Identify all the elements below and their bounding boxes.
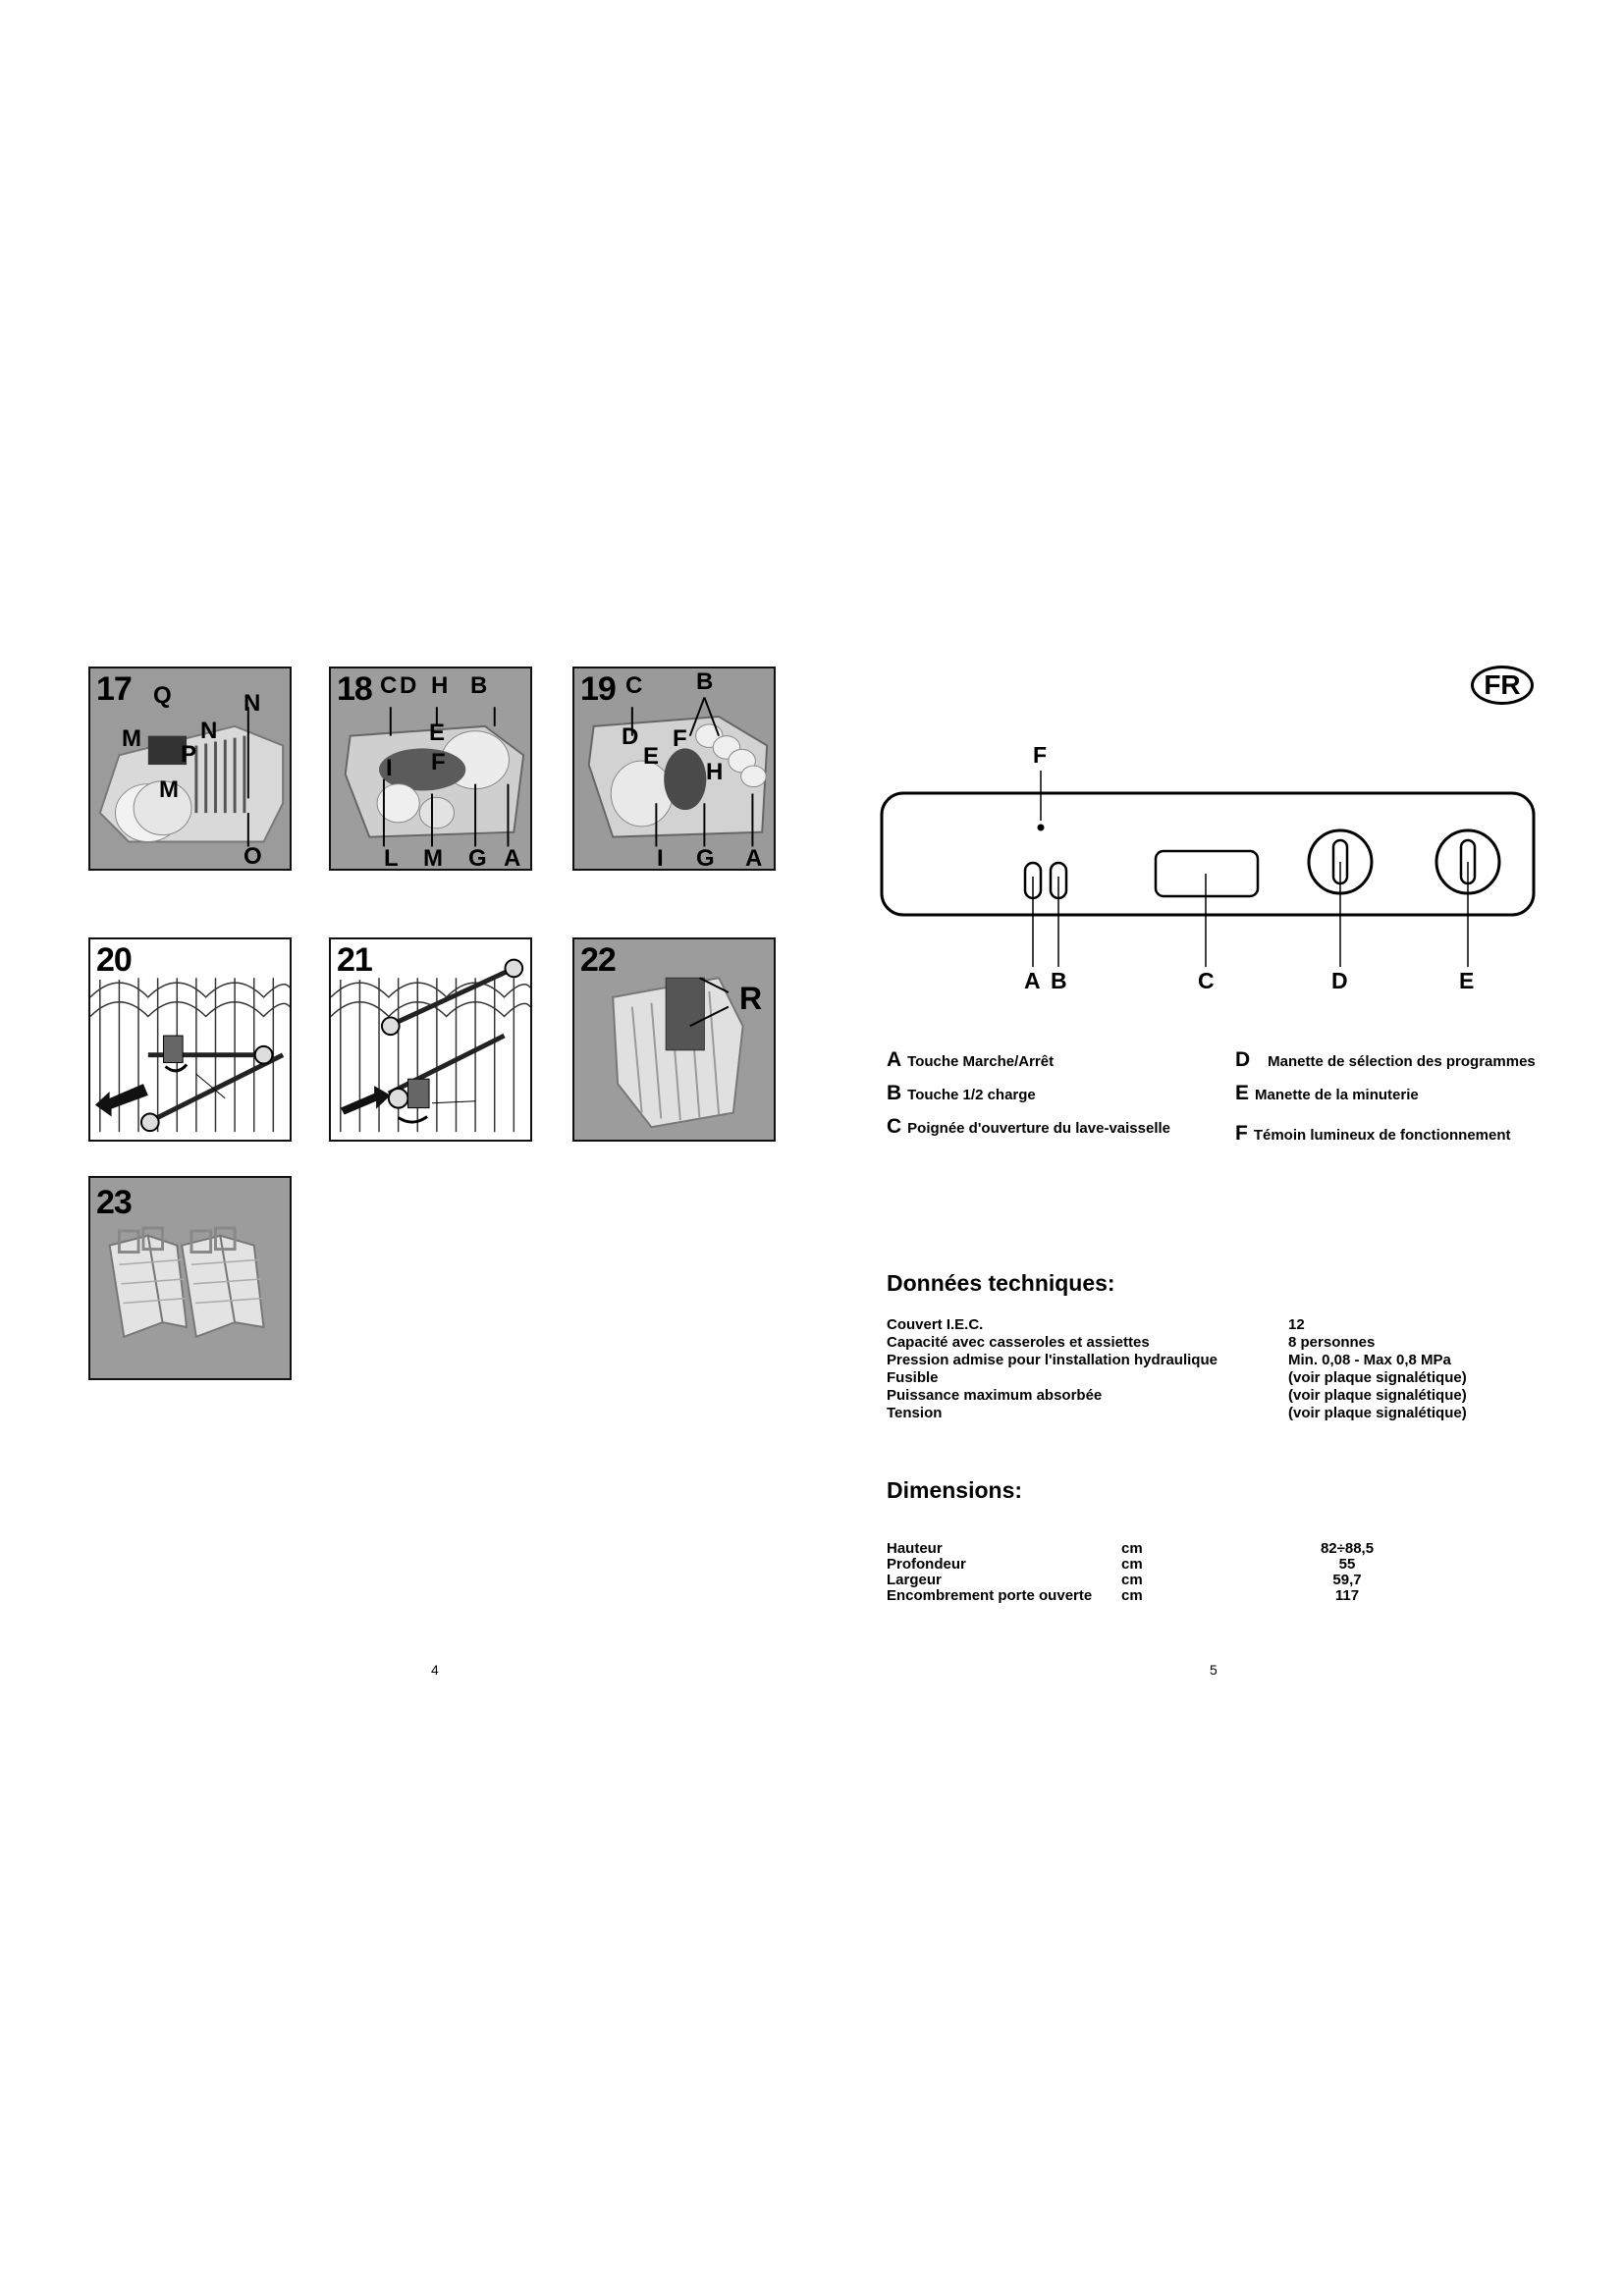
legend-item-c [887,1115,1170,1139]
figure-label: F [431,749,446,775]
legend-text: Manette de sélection des programmes [1268,1053,1536,1070]
dim-label: Encombrement porte ouverte [887,1587,1093,1604]
dim-value: 117 [1334,1587,1360,1604]
figure-17 [88,667,292,871]
panel-label-d: D [1331,968,1348,993]
control-panel-drawing [879,736,1546,991]
figure-label: D [622,723,639,750]
country-badge: FR [1471,666,1534,705]
tech-value: (voir plaque signalétique) [1288,1387,1467,1404]
tech-value: 12 [1288,1316,1305,1333]
figure-label: B [470,672,488,699]
figure-label: A [745,845,763,871]
legend-item-b [887,1082,1036,1105]
tech-value: (voir plaque signalétique) [1288,1369,1467,1386]
tech-label: Pression admise pour l'installation hydraulique [887,1352,1218,1368]
legend-key: B [887,1082,902,1104]
figure-label: E [643,743,660,770]
tech-label: Couvert I.E.C. [887,1316,984,1333]
figure-number: 21 [337,941,372,979]
dim-label: Profondeur [887,1556,966,1573]
figure-label: G [696,845,715,871]
legend-key: E [1235,1082,1250,1104]
legend-text: Touche 1/2 charge [907,1087,1036,1103]
dim-value: 82÷88,5 [1320,1540,1375,1557]
figure-21 [329,937,532,1142]
legend-text: Manette de la minuterie [1255,1087,1419,1103]
legend-item-e [1235,1082,1419,1105]
legend-item-a [887,1048,1054,1072]
panel-label-b: B [1051,968,1067,993]
figure-label: L [384,845,399,871]
figure-label: F [673,725,687,752]
figure-label: G [468,845,487,871]
figure-18 [329,667,532,871]
figure-label: E [429,720,446,746]
tech-value: (voir plaque signalétique) [1288,1405,1467,1421]
legend-text: Poignée d'ouverture du lave-vaisselle [907,1120,1171,1137]
tech-heading: Données techniques: [887,1270,1115,1296]
legend-key: A [887,1048,902,1071]
figure-label: H [431,672,449,699]
dim-unit: cm [1121,1540,1143,1557]
figure-label: A [504,845,521,871]
legend-key: C [887,1115,902,1138]
figure-number: 19 [580,670,616,708]
tech-label: Puissance maximum absorbée [887,1387,1103,1404]
legend-text: Touche Marche/Arrêt [907,1053,1055,1070]
dim-value: 55 [1338,1556,1356,1573]
figure-label: R [739,981,763,1016]
figure-label: M [159,776,179,803]
figure-label: P [181,741,197,768]
page-number-right: 5 [1210,1662,1218,1678]
figure-label: H [706,759,724,785]
dim-unit: cm [1121,1572,1143,1588]
tech-value: 8 personnes [1288,1334,1376,1351]
page-number-left: 4 [431,1662,439,1678]
figure-19 [572,667,776,871]
panel-label-c: C [1198,968,1215,993]
panel-label-a: A [1024,968,1041,993]
control-panel-diagram [879,736,1546,991]
figure-label: Q [153,682,172,709]
figure-number: 20 [96,941,132,979]
figure-label: C [380,672,398,699]
figure-number: 23 [96,1184,132,1221]
dim-unit: cm [1121,1556,1143,1573]
figure-label: I [386,755,393,781]
tech-label: Tension [887,1405,943,1421]
figure-label: D [400,672,417,699]
dimensions-heading: Dimensions: [887,1477,1023,1503]
tech-value: Min. 0,08 - Max 0,8 MPa [1288,1352,1451,1368]
dim-label: Largeur [887,1572,942,1588]
figure-label: I [657,845,664,871]
figure-number: 17 [96,670,132,708]
figure-number: 18 [337,670,372,708]
dim-label: Hauteur [887,1540,943,1557]
legend-key: D [1235,1048,1251,1071]
dim-unit: cm [1121,1587,1143,1604]
figure-number: 22 [580,941,616,979]
dim-value: 59,7 [1332,1572,1362,1588]
figure-label: B [696,668,714,695]
figure-label: M [122,725,141,752]
figure-label: N [244,690,261,717]
figure-label: C [625,672,643,699]
figure-20 [88,937,292,1142]
figure-22 [572,937,776,1142]
figure-23 [88,1176,292,1380]
figure-label: N [200,718,218,744]
figure-label: M [423,845,443,871]
legend-text: Témoin lumineux de fonctionnement [1253,1127,1511,1144]
legend-key: F [1235,1122,1248,1145]
panel-label-e: E [1459,968,1475,993]
figure-label: O [244,843,262,870]
panel-label-f: F [1033,742,1048,768]
tech-label: Fusible [887,1369,939,1386]
tech-label: Capacité avec casseroles et assiettes [887,1334,1150,1351]
legend-item-f [1235,1122,1511,1146]
legend-item-d [1235,1048,1536,1072]
